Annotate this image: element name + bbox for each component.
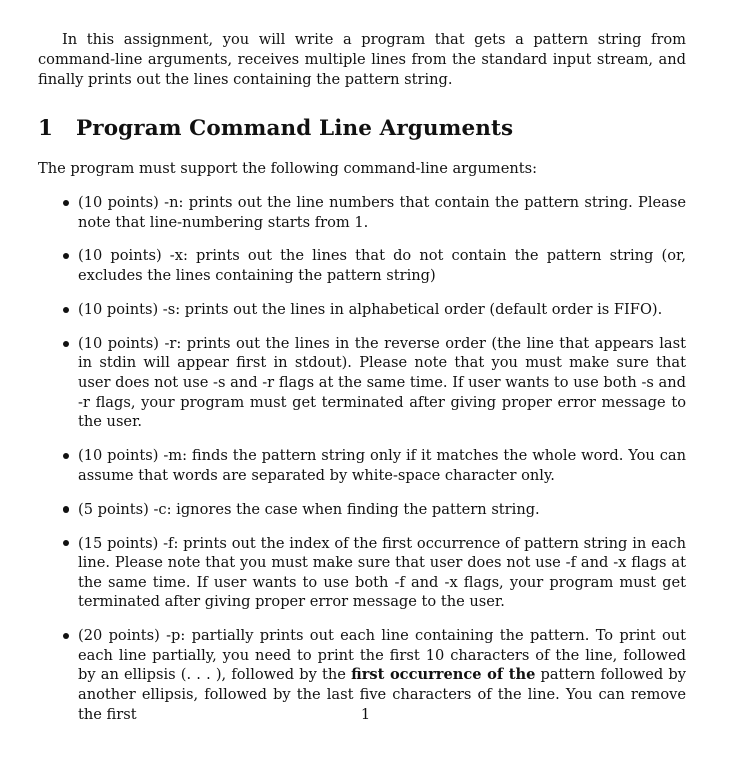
list-item-text: (10 points) -x: prints out the lines that do not contain the pattern string (or, excludes the lines containing the pattern string) [78, 247, 686, 285]
bullet-icon [63, 453, 69, 459]
list-item-text: (10 points) -r: prints out the lines in the reverse order (the line that appears last in stdin will appear first in stdout). Please note that you must make sure that user does not use -s and -r flags at the same time. If user wants to use both -s and -r flags, your program must get terminated after giving proper error message to the user. [78, 334, 686, 431]
bullet-icon [63, 307, 69, 313]
list-item-text: (10 points) -s: prints out the lines in alphabetical order (default order is FIFO). [78, 300, 663, 318]
section-title: Program Command Line Arguments [76, 116, 514, 141]
intro-paragraph: In this assignment, you will write a program that gets a pattern string from command-line arguments, receives multiple lines from the standard input stream, and finally prints out the lines containing the pattern string. [38, 31, 686, 89]
list-item-f [38, 534, 686, 612]
list-item-text-after: pattern followed by another ellipsis, followed by the last five characters of the line. You can remove the first [78, 666, 686, 723]
list-item-m [38, 446, 686, 485]
section-heading [38, 116, 513, 141]
argument-list [38, 193, 686, 738]
list-item-x [38, 246, 686, 285]
section-number: 1 [38, 116, 54, 141]
bullet-icon [63, 341, 69, 347]
list-item-text: (10 points) -n: prints out the line numbers that contain the pattern string. Please note that line-numbering starts from 1. [78, 194, 686, 231]
page-number: 1 [360, 706, 371, 723]
document-page [38, 30, 686, 723]
bullet-icon [63, 253, 69, 259]
list-item-c [38, 500, 686, 520]
list-item-n [38, 193, 686, 232]
list-item-text-before: (20 points) -p: partially prints out each line containing the pattern. To print out each line partially, you need to print the first 10 characters of the line, followed by an ellipsis (. . . ), followed by the [78, 627, 686, 684]
section-lead: The program must support the following command-line arguments: [38, 160, 538, 177]
list-item-s [38, 300, 686, 320]
list-item-text-bold: first occurrence of the [351, 666, 536, 684]
list-item-text: (10 points) -m: finds the pattern string only if it matches the whole word. You can assume that words are separated by white-space character only. [78, 447, 686, 484]
bullet-icon [63, 506, 69, 512]
list-item-r [38, 334, 686, 432]
bullet-icon [63, 200, 69, 206]
list-item-text: (15 points) -f: prints out the index of the first occurrence of pattern string in each line. Please note that you must make sure that user does not use -f and -x flags at the same time. If user wants to use both -f and -x flags, your program must get terminated after giving proper error message to the user. [78, 534, 686, 611]
bullet-icon [63, 540, 69, 546]
bullet-icon [63, 633, 69, 639]
list-item-text: (5 points) -c: ignores the case when finding the pattern string. [78, 500, 540, 518]
